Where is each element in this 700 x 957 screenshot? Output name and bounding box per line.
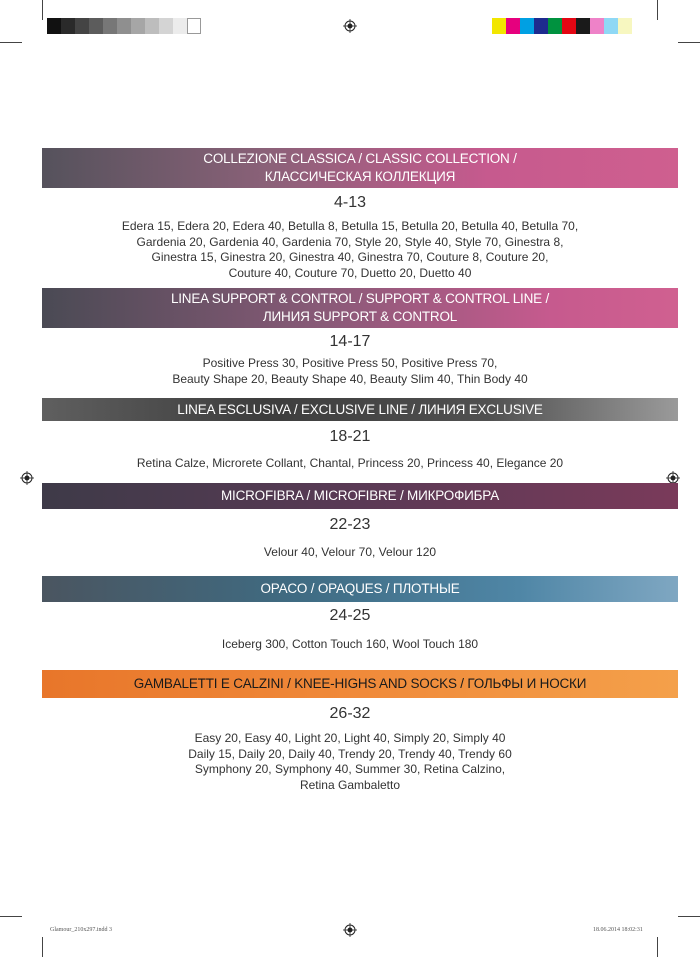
product-line: Iceberg 300, Cotton Touch 160, Wool Touch 180 xyxy=(221,637,479,651)
section-title-line: OPACO / OPAQUES / ПЛОТНЫЕ xyxy=(260,581,460,596)
calibration-swatch xyxy=(117,18,131,34)
section-bar-support-control xyxy=(42,288,678,328)
section-title-line: КЛАССИЧЕСКАЯ КОЛЛЕКЦИЯ xyxy=(264,169,456,184)
product-line: Daily 15, Daily 20, Daily 40, Trendy 20, Trendy 40, Trendy 60 xyxy=(188,746,512,761)
crop-mark xyxy=(42,0,43,20)
section-title-line: COLLEZIONE CLASSICA / CLASSIC COLLECTION / xyxy=(203,151,517,166)
section-title-line: LINEA ESCLUSIVA / EXCLUSIVE LINE / ЛИНИЯ EXCLUSIVE xyxy=(177,401,543,417)
calibration-swatch xyxy=(131,18,145,34)
crop-mark xyxy=(678,42,700,43)
crop-mark xyxy=(42,937,43,957)
page-range: 24-25 xyxy=(329,607,371,624)
slug-filename: Glamour_210x297.indd 3 xyxy=(50,927,112,933)
product-line: Velour 40, Velour 70, Velour 120 xyxy=(263,545,437,559)
section-bar-opaques xyxy=(42,576,678,602)
calibration-swatch xyxy=(47,18,61,34)
calibration-swatch xyxy=(590,18,604,34)
registration-mark-icon xyxy=(343,19,357,33)
calibration-swatch xyxy=(492,18,506,34)
page-range: 26-32 xyxy=(329,705,371,722)
product-list xyxy=(70,731,630,793)
calibration-swatch xyxy=(89,18,103,34)
product-line: Couture 40, Couture 70, Duetto 20, Duetto 40 xyxy=(228,265,472,280)
crop-mark xyxy=(0,916,22,917)
section-title-line: ЛИНИЯ SUPPORT & CONTROL xyxy=(262,309,458,324)
calibration-swatch xyxy=(159,18,173,34)
crop-mark xyxy=(657,0,658,20)
calibration-swatch xyxy=(548,18,562,34)
product-line: Gardenia 20, Gardenia 40, Gardenia 70, Style 20, Style 40, Style 70, Ginestra 8, xyxy=(136,234,564,249)
product-line: Retina Calze, Microrete Collant, Chantal, Princess 20, Princess 40, Elegance 20 xyxy=(136,456,564,470)
page-range: 4-13 xyxy=(333,194,367,211)
page-range: 14-17 xyxy=(329,333,371,350)
product-list xyxy=(70,637,630,653)
calibration-swatch xyxy=(618,18,632,34)
product-list xyxy=(70,356,630,387)
section-title-line: LINEA SUPPORT & CONTROL / SUPPORT & CONTROL LINE / xyxy=(170,291,550,306)
section-bar-exclusive xyxy=(42,398,678,421)
product-list xyxy=(70,545,630,561)
color-calibration-strip xyxy=(492,18,632,34)
section-title-line: MICROFIBRA / MICROFIBRE / МИКРОФИБРА xyxy=(220,488,499,503)
calibration-swatch xyxy=(145,18,159,34)
calibration-swatch xyxy=(75,18,89,34)
crop-mark xyxy=(678,916,700,917)
product-line: Positive Press 30, Positive Press 50, Positive Press 70, xyxy=(202,356,498,370)
section-bar-knee-highs-socks xyxy=(42,670,678,698)
section-bar-microfibre xyxy=(42,483,678,509)
calibration-swatch xyxy=(61,18,75,34)
page-range: 22-23 xyxy=(329,516,371,533)
calibration-swatch xyxy=(173,18,187,34)
crop-mark xyxy=(0,42,22,43)
product-list xyxy=(70,456,630,472)
calibration-swatch xyxy=(562,18,576,34)
calibration-swatch xyxy=(576,18,590,34)
product-line: Retina Gambaletto xyxy=(299,777,401,792)
section-title-line: GAMBALETTI E CALZINI / KNEE-HIGHS AND SOCKS / ГОЛЬФЫ И НОСКИ xyxy=(133,676,587,691)
calibration-swatch xyxy=(604,18,618,34)
calibration-swatch xyxy=(520,18,534,34)
section-bar-classic xyxy=(42,148,678,188)
slug-date: 18.06.2014 18:02:31 xyxy=(593,927,643,933)
page-range: 18-21 xyxy=(329,428,371,445)
calibration-swatch xyxy=(187,18,201,34)
product-line: Easy 20, Easy 40, Light 20, Light 40, Simply 20, Simply 40 xyxy=(194,731,506,745)
product-line: Symphony 20, Symphony 40, Summer 30, Retina Calzino, xyxy=(194,762,506,776)
product-line: Ginestra 15, Ginestra 20, Ginestra 40, Ginestra 70, Couture 8, Couture 20, xyxy=(151,250,549,264)
product-line: Beauty Shape 20, Beauty Shape 40, Beauty Slim 40, Thin Body 40 xyxy=(172,371,528,386)
product-list xyxy=(70,219,630,281)
crop-mark xyxy=(657,937,658,957)
calibration-swatch xyxy=(506,18,520,34)
registration-mark-icon xyxy=(20,471,34,485)
product-line: Edera 15, Edera 20, Edera 40, Betulla 8, Betulla 15, Betulla 20, Betulla 40, Betulla 70, xyxy=(121,219,579,233)
calibration-swatch xyxy=(534,18,548,34)
calibration-swatch xyxy=(103,18,117,34)
grayscale-calibration-strip xyxy=(47,18,201,34)
registration-mark-icon xyxy=(343,923,357,937)
